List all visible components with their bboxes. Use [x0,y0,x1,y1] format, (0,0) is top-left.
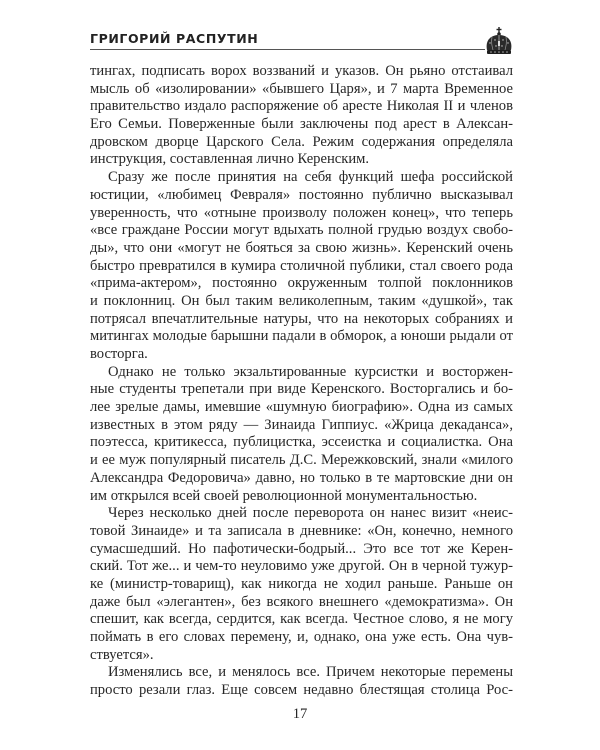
text-line: правительство издало распоряжение об аресте Николая II и членов [90,98,513,115]
body-text [90,63,513,700]
paragraph [90,505,513,664]
text-line: Его Семьи. Поверженные были заключены под арест в Алексан- [90,116,513,133]
text-line: «все граждане России могут вдыхать полной грудью воздух свобо- [90,222,513,239]
text-line: и ее муж популярный писатель Д.С. Мережковский, знали «милого [90,452,513,469]
imperial-crown-icon [483,26,515,58]
text-line: Изменялись все, и менялось все. Причем некоторые перемены [108,664,513,681]
paragraph [90,664,513,699]
text-line: «прима-актером», постоянно окруженным толпой поклонников [90,275,513,292]
page-number: 17 [292,706,308,722]
text-line: ствуется». [90,646,154,663]
text-line: восторга. [90,346,148,362]
text-line: Через несколько дней после переворота он нанес визит «неис- [108,505,513,522]
paragraph [90,364,513,506]
text-line: спешит, как всегда, сердится, как всегда. Честное слово, я не могу [90,611,513,628]
text-line: лее зрелые дамы, имевшие «шумную биографию». Одна из самых [90,399,513,416]
text-line: товой Зинаиде» и та записала в дневнике: «Он, конечно, немного [90,522,513,539]
text-line: тингах, подписать ворох воззваний и указов. Он рьяно отстаивал [90,63,513,79]
text-line: инструкция, составленная лично Керенским. [90,151,370,168]
text-line: ке (министр-товарищ), как никогда не ходил раньше. Раньше он [90,575,513,592]
text-line: им открылся всей своей революционной монументальностью. [90,487,478,504]
text-line: поэтесса, критикесса, публицистка, эссеистка и социалистка. Она [90,434,513,451]
text-line: известных в этом ряду — Зинаида Гиппиус. «Жрица декаданса», [90,416,513,433]
text-line: мысль об «изолировании» «бывшего Царя», и 7 марта Временное [90,80,513,97]
header-rule [90,49,485,50]
text-line: Однако не только экзальтированные курсистки и восторжен- [108,363,513,380]
paragraph [90,169,513,364]
text-line: даже был «элегантен», без всякого внешнего «демократизма». Он [90,593,513,610]
text-line: ды», что они «могут не бояться за свою жизнь». Керенский очень [90,239,513,256]
running-header [90,29,513,53]
paragraph [90,63,513,169]
text-line: потрясал впечатлительные натуры, что на некоторых собраниях и [90,310,513,327]
text-line: Александра Федоровича» давно, но только в те мартовские дни он [90,469,513,486]
text-line: поймать в его словах перемену, и, однако, она уже есть. Она чув- [90,629,513,645]
text-line: митингах молодые барышни падали в обморок, а юноши рыдали от [90,328,513,345]
running-title: ГРИГОРИЙ РАСПУТИН [90,31,259,46]
text-line: и поклонниц. Он был таким великолепным, таким «душкой», так [90,292,513,309]
text-line: дровском дворце Царского Села. Режим содержания определяла [90,133,513,150]
text-line: уверенность, что «отныне произволу положен конец», что теперь [90,204,513,221]
text-line: ные студенты трепетали при виде Керенского. Восторгались и бо- [90,381,513,398]
text-line: просто резали глаз. Еще совсем недавно блестящая столица Рос- [90,682,513,699]
text-line: ский. Тот же... и чем-то неуловимо уже другой. Он в черной тужур- [90,558,513,575]
text-line: Сразу же после принятия на себя функций шефа российской [108,169,513,186]
text-line: сумасшедший. Но пафотически-бодрый... Это все тот же Керен- [90,540,513,557]
text-line: быстро превратился в кумира столичной публики, стал своего рода [90,257,513,274]
text-line: юстиции, «любимец Февраля» постоянно публично высказывал [90,186,513,203]
